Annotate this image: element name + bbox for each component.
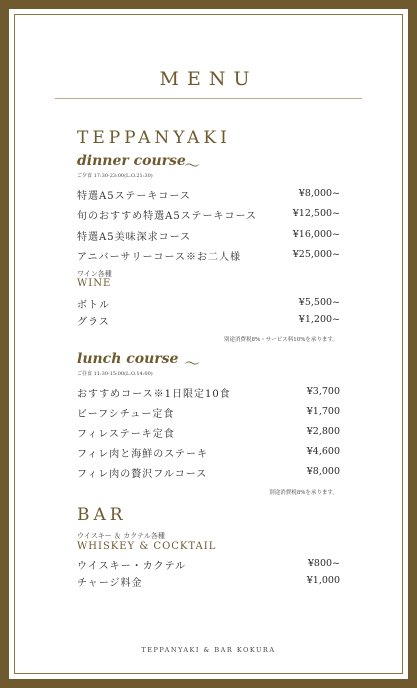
lunch-hours: ご昼食 11:30-15:00(L.O.14:00) bbox=[77, 371, 153, 377]
bar-item-name: ウイスキー・カクテル bbox=[77, 561, 187, 572]
dinner-swash-ornament: ～ bbox=[184, 156, 201, 175]
lunch-item-price: ¥1,700 bbox=[306, 406, 340, 417]
wine-item-name: ボトル bbox=[77, 300, 110, 311]
dinner-hours: ご夕食 17:30-23:00(L.O.21:30) bbox=[77, 173, 153, 179]
lunch-item-price: ¥4,600 bbox=[306, 446, 340, 457]
bar-item-name: チャージ料金 bbox=[77, 578, 143, 589]
lunch-tax-note: 別途消費税8%を承ります。 bbox=[269, 490, 338, 496]
dinner-item-name: アニバーサリーコース※お二人様 bbox=[77, 252, 241, 263]
title-divider bbox=[55, 98, 362, 99]
dinner-item-name: 特選A5美味深求コース bbox=[77, 232, 192, 243]
dinner-item-price: ¥8,000~ bbox=[298, 188, 340, 199]
lunch-item-price: ¥8,000 bbox=[306, 466, 340, 477]
lunch-course-label: lunch course bbox=[77, 351, 179, 367]
wine-item-name: グラス bbox=[77, 317, 110, 328]
lunch-item-price: ¥3,700 bbox=[306, 386, 340, 397]
teppanyaki-heading: TEPPANYAKI bbox=[77, 128, 231, 148]
wine-tax-note: 別途消費税8%・サービス料10%を承ります。 bbox=[223, 337, 338, 343]
dinner-item-price: ¥12,500~ bbox=[292, 208, 340, 219]
bar-heading: BAR bbox=[77, 505, 127, 525]
lunch-swash-ornament: ～ bbox=[184, 354, 201, 373]
lunch-item-name: フィレステーキ定食 bbox=[77, 429, 175, 440]
lunch-item-price: ¥2,800 bbox=[306, 426, 340, 437]
bar-item-price: ¥1,000 bbox=[306, 575, 340, 586]
page-title: MENU bbox=[159, 68, 258, 90]
lunch-item-name: おすすめコース※1日限定10食 bbox=[77, 389, 231, 400]
dinner-item-name: 旬のおすすめ特選A5ステーキコース bbox=[77, 211, 257, 222]
dinner-item-price: ¥25,000~ bbox=[292, 249, 340, 260]
lunch-item-name: ビーフシチュー定食 bbox=[77, 409, 175, 420]
bar-item-price: ¥800~ bbox=[307, 558, 340, 569]
wine-item-price: ¥1,200~ bbox=[298, 314, 340, 325]
inner-frame bbox=[14, 14, 403, 674]
dinner-item-price: ¥16,000~ bbox=[292, 229, 340, 240]
wine-item-price: ¥5,500~ bbox=[298, 297, 340, 308]
dinner-course-label: dinner course bbox=[77, 153, 186, 169]
wine-subheading-ja: ワイン各種 bbox=[77, 270, 112, 278]
dinner-item-name: 特選A5ステーキコース bbox=[77, 191, 191, 202]
wine-subheading: WINE bbox=[77, 278, 112, 289]
bar-subheading: WHISKEY & COCKTAIL bbox=[77, 541, 217, 552]
footer-brand: TEPPANYAKI & BAR KOKURA bbox=[141, 646, 276, 654]
lunch-item-name: フィレ肉の贅沢フルコース bbox=[77, 469, 208, 480]
bar-subheading-ja: ウイスキー ＆ カクテル各種 bbox=[77, 532, 165, 540]
lunch-item-name: フィレ肉と海鮮のステーキ bbox=[77, 449, 208, 460]
